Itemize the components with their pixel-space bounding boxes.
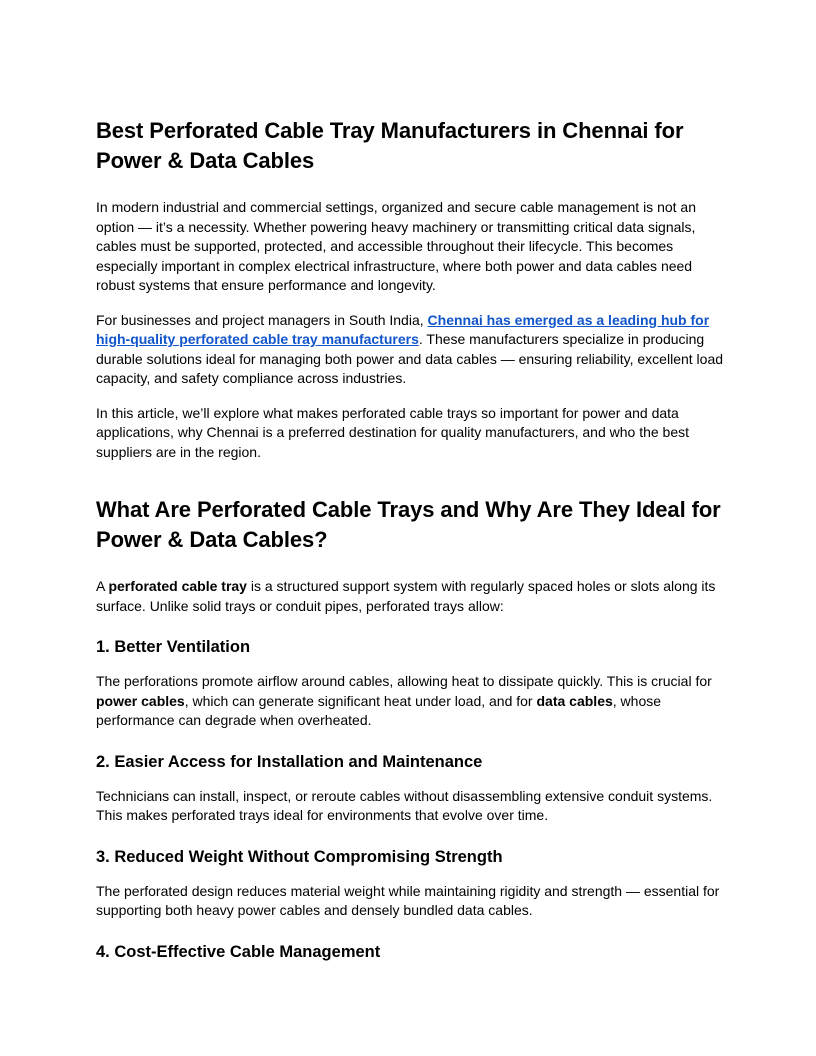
ventilation-bold-data: data cables xyxy=(536,692,613,709)
intro-paragraph-2-tail: . These manufacturers specialize in producing durable solutions ideal for managing both power and data cables — ensuring reliability, excellent load capacity, and safety compliance across industries. xyxy=(96,331,724,386)
intro-paragraph-2-lead: For businesses and project managers in South India, xyxy=(96,311,428,328)
article-title: Best Perforated Cable Tray Manufacturers in Chennai for Power & Data Cables xyxy=(96,118,684,173)
document-page xyxy=(96,116,726,977)
ventilation-text-c: , whose performance can degrade when overheated. xyxy=(96,692,662,728)
benefit-text-weight: The perforated design reduces material weight while maintaining rigidity and strength — essential for supporting both heavy power cables and densely bundled data cables. xyxy=(96,882,720,918)
benefit-text-ventilation xyxy=(96,672,726,731)
ventilation-bold-power: power cables xyxy=(96,692,185,709)
benefit-heading-ventilation: 1. Better Ventilation xyxy=(96,638,251,656)
benefit-heading-weight: 3. Reduced Weight Without Compromising Strength xyxy=(96,847,503,866)
ventilation-text-a: The perforations promote airflow around cables, allowing heat to dissipate quickly. This is crucial for xyxy=(96,673,712,689)
definition-tail: is a structured support system with regularly spaced holes or slots along its surface. Unlike solid trays or conduit pipes, perforated trays allow: xyxy=(96,578,716,614)
ventilation-text-b: , which can generate significant heat under load, and for xyxy=(184,692,537,709)
chennai-manufacturers-link[interactable]: Chennai has emerged as a leading hub for high-quality perforated cable tray manufacturers xyxy=(96,311,710,347)
benefit-heading-access: 2. Easier Access for Installation and Maintenance xyxy=(96,752,483,771)
section-heading-what-are: What Are Perforated Cable Trays and Why Are They Ideal for Power & Data Cables? xyxy=(96,497,721,552)
intro-paragraph-1: In modern industrial and commercial settings, organized and secure cable management is not an option — it’s a necessity. Whether powering heavy machinery or transmitting critical data signals, cables must be supported, protected, and accessible throughout their lifecycle. This becomes especially important in complex electrical infrastructure, where both power and data cables need robust systems that ensure performance and longevity. xyxy=(96,199,696,293)
intro-paragraph-3: In this article, we’ll explore what makes perforated cable trays so important for power and data applications, why Chennai is a preferred destination for quality manufacturers, and who the best suppliers are in the region. xyxy=(96,404,690,460)
definition-term: perforated cable tray xyxy=(108,578,247,594)
section-paragraph-definition xyxy=(96,577,726,616)
benefit-text-access: Technicians can install, inspect, or reroute cables without disassembling extensive conduit systems. This makes perforated trays ideal for environments that evolve over time. xyxy=(96,787,713,823)
definition-lead: A xyxy=(96,578,109,594)
benefit-heading-cost: 4. Cost-Effective Cable Management xyxy=(96,942,381,961)
intro-paragraph-2 xyxy=(96,311,726,389)
